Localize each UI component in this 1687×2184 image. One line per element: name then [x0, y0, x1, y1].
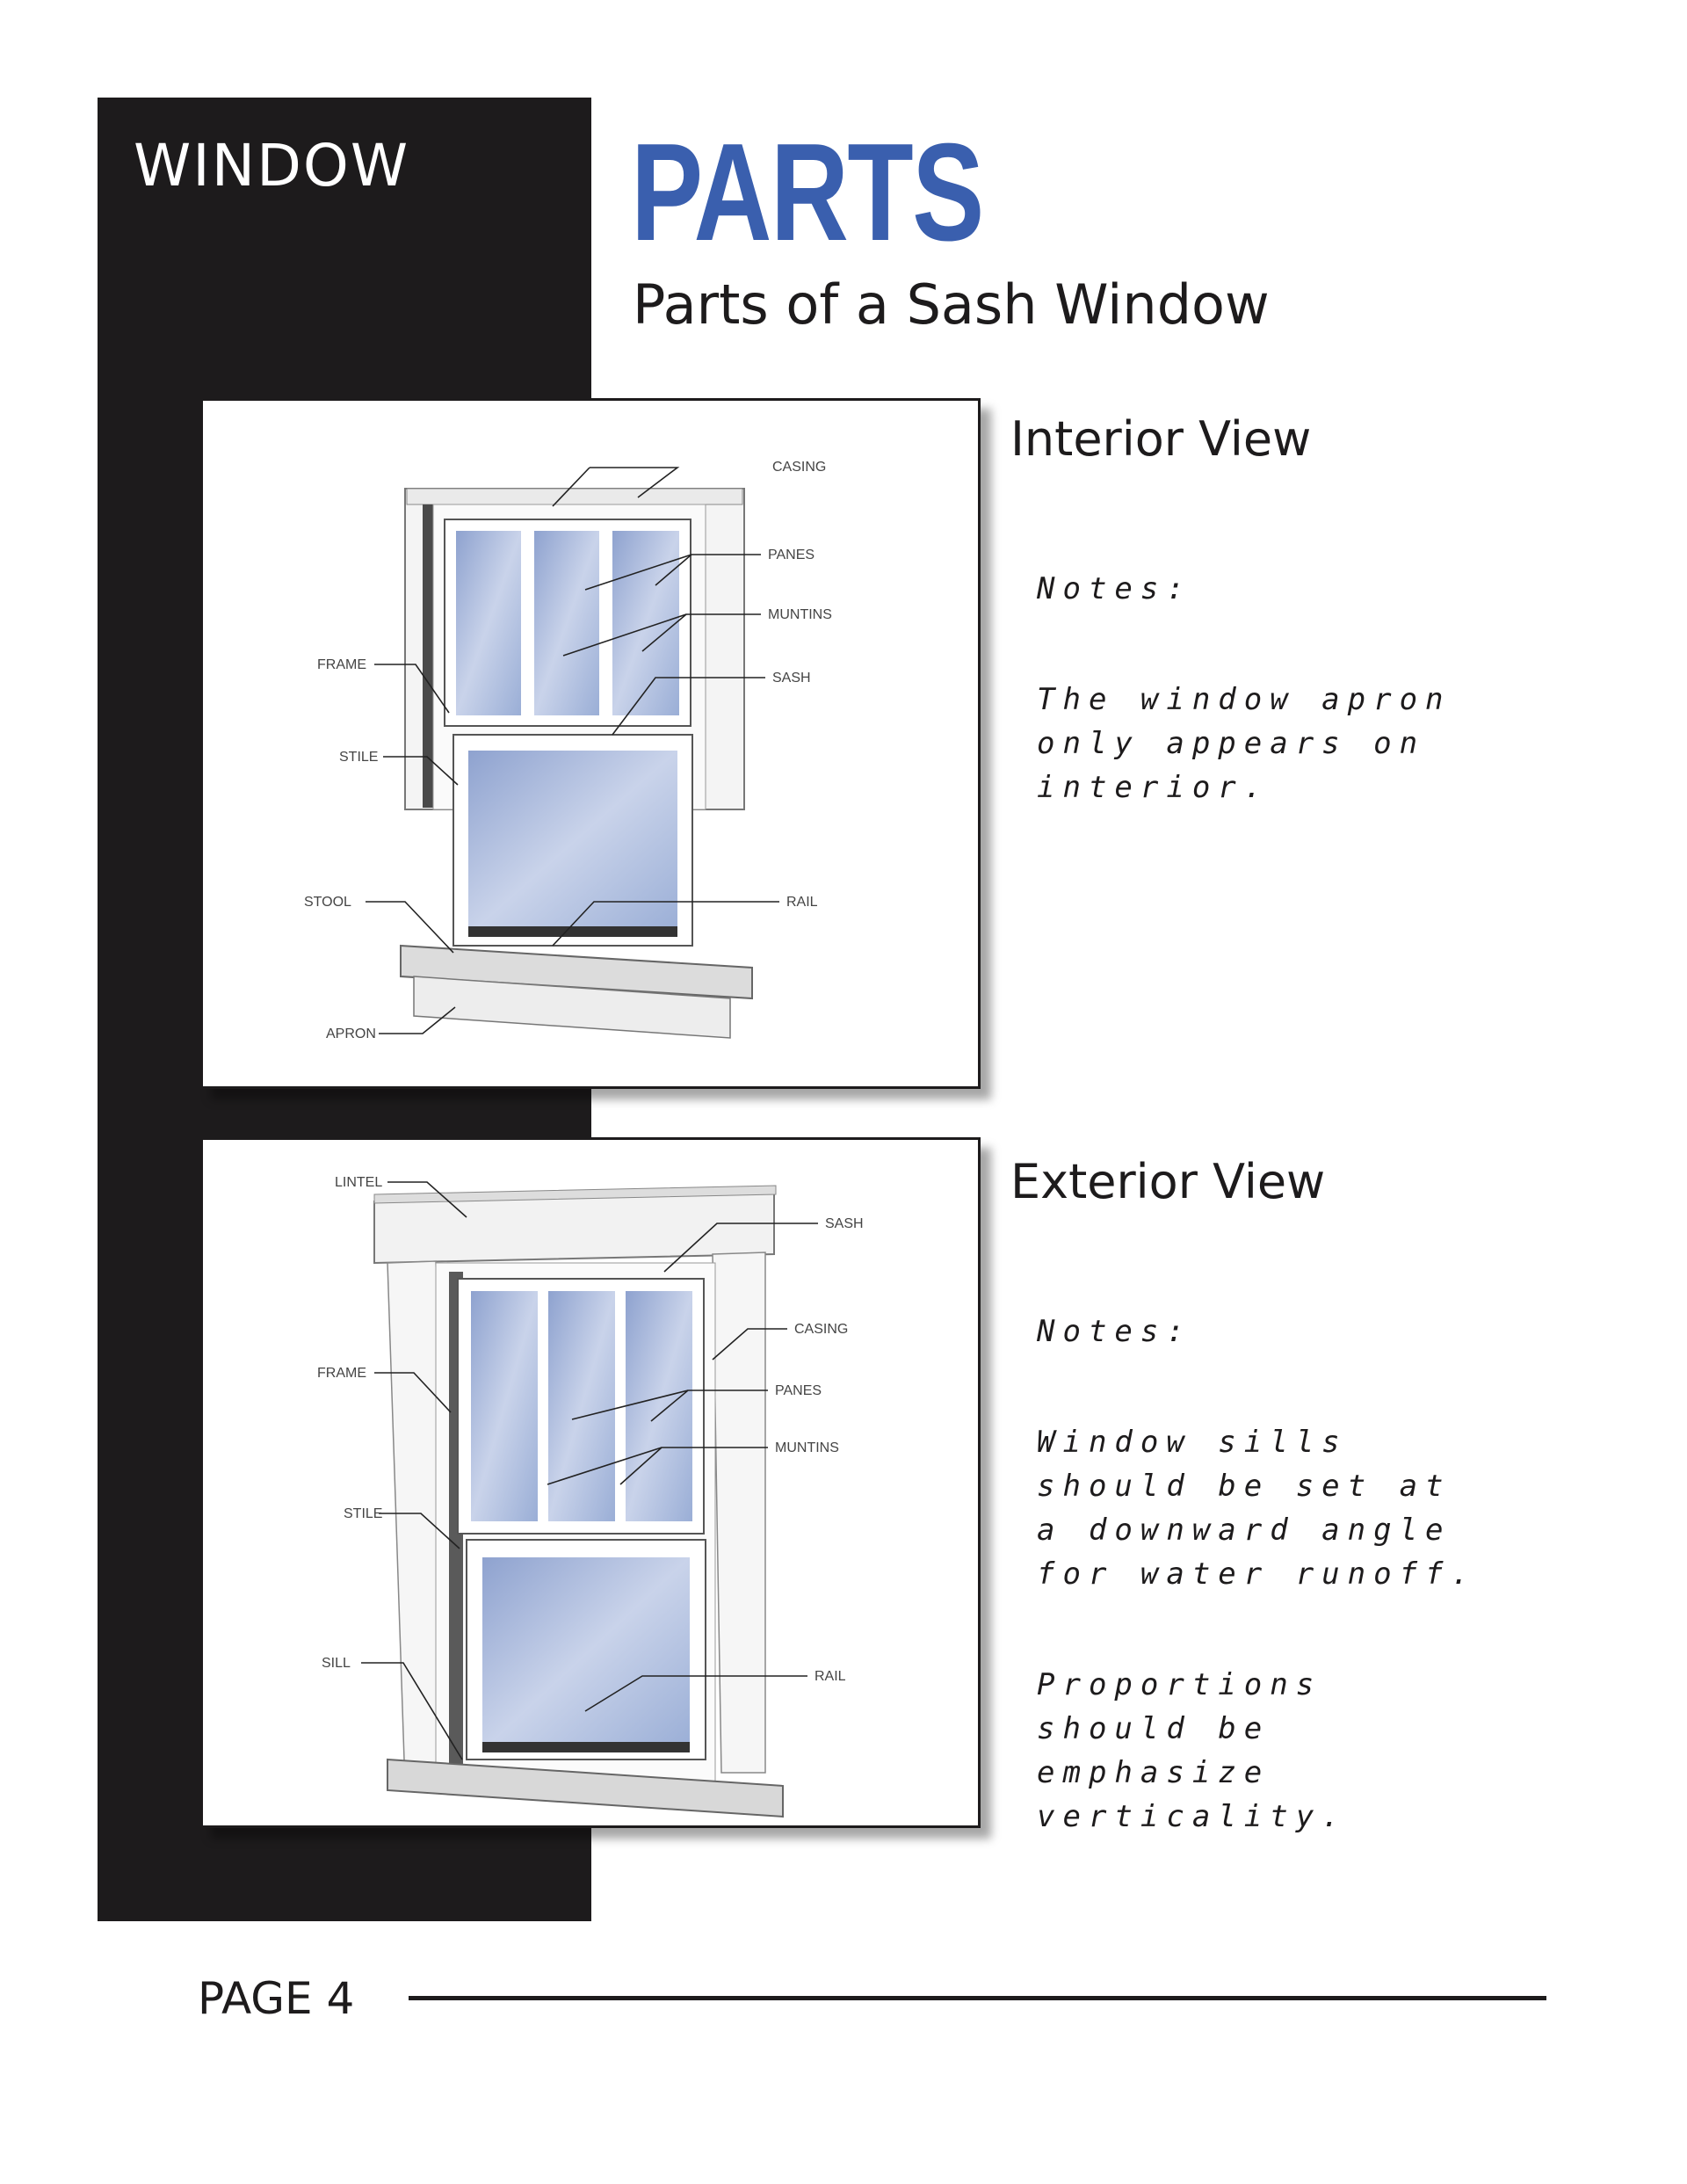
ext-callout-casing: CASING: [794, 1322, 849, 1337]
callout-sash: SASH: [772, 671, 811, 686]
callout-frame: FRAME: [317, 657, 366, 672]
interior-view-heading: Interior View: [1010, 411, 1312, 467]
exterior-note-1: Window sills should be set at a downward angle for water runoff.: [1037, 1425, 1477, 1592]
interior-note-1: The window apron only appears on interior.: [1037, 682, 1452, 805]
callout-apron: APRON: [326, 1027, 376, 1041]
callout-rail: RAIL: [786, 895, 818, 910]
callout-casing: CASING: [772, 460, 827, 475]
interior-illustration-panel: [200, 398, 981, 1089]
exterior-notes-label: Notes:: [1037, 1314, 1192, 1349]
page-subtitle: Parts of a Sash Window: [633, 272, 1270, 337]
exterior-notes: [1037, 1266, 1494, 1905]
footer-rule: [409, 1996, 1546, 2000]
ext-callout-panes: PANES: [775, 1383, 822, 1398]
interior-notes: [1037, 523, 1476, 876]
ext-callout-muntins: MUNTINS: [775, 1440, 839, 1455]
ext-callout-sill: SILL: [322, 1656, 351, 1671]
ext-callout-frame: FRAME: [317, 1366, 366, 1381]
ext-callout-rail: RAIL: [815, 1669, 846, 1684]
callout-stool: STOOL: [304, 895, 351, 910]
ext-callout-sash: SASH: [825, 1216, 864, 1231]
interior-notes-label: Notes:: [1037, 571, 1192, 606]
section-label: WINDOW: [134, 132, 410, 200]
ext-callout-lintel: LINTEL: [335, 1175, 383, 1190]
page-number: PAGE 4: [198, 1973, 355, 2024]
callout-muntins: MUNTINS: [768, 607, 832, 622]
callout-stile: STILE: [339, 750, 379, 765]
exterior-view-heading: Exterior View: [1010, 1154, 1326, 1209]
exterior-illustration-panel: [200, 1137, 981, 1828]
exterior-note-2: Proportions should be emphasize verticality.: [1037, 1667, 1348, 1834]
callout-panes: PANES: [768, 548, 815, 562]
interior-window-illustration: [203, 401, 978, 1086]
exterior-window-illustration: [203, 1140, 978, 1825]
ext-callout-stile: STILE: [344, 1506, 383, 1521]
page-title: PARTS: [631, 115, 983, 270]
